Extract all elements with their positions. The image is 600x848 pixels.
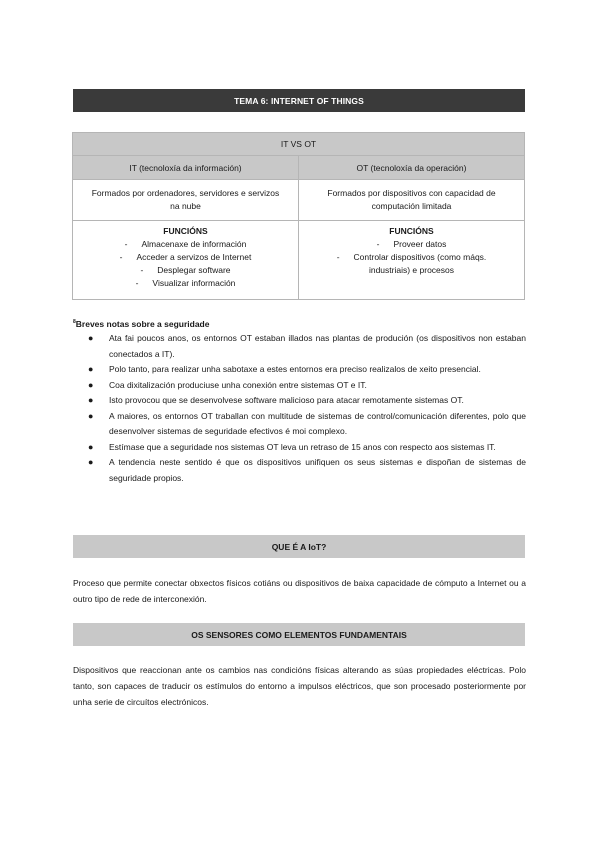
list-item: ● Coa dixitalización produciuse unha conexión entre sistemas OT e IT. [73,378,526,394]
ot-functions-title: FUNCIÓNS [389,226,434,236]
iot-definition: Proceso que permite conectar obxectos físicos cotiáns ou dispositivos de baixa capacidade de cómputo a Internet ou a outro tipo de rede de interconexión. [73,578,526,604]
ot-header: OT (tecnoloxía da operación) [299,156,525,180]
it-functions-list [73,238,298,290]
page-title: TEMA 6: INTERNET OF THINGS [73,89,525,112]
list-item: - Controlar dispositivos (como máqs. industriais) e procesos [329,251,494,277]
bullet-icon: ● [88,333,94,343]
security-notes [73,319,526,486]
list-item: ● Estímase que a seguridade nos sistemas OT leva un retraso de 15 anos con respecto aos sistemas IT. [73,440,526,456]
bullet-icon: ● [88,457,94,467]
sensors-definition: Dispositivos que reaccionan ante os cambios nas condicións físicas alterando as súas propiedades eléctricas. Polo tanto, son capaces de traducir os estímulos do entorno a impulsos eléctricos, que son procesado posteriormente por unha serie de circuítos electrónicos. [73,665,526,707]
ot-description: Formados por dispositivos con capacidad de computación limitada [299,180,525,221]
iot-section-heading: QUE É A IoT? [73,535,525,558]
list-item: ● A maiores, os entornos OT traballan con multitude de sistemas de control/comunicación diferentes, polo que desenvolver sistemas de seguridade efectivos é moi complexo. [88,410,526,436]
list-item: ● Ata fai poucos anos, os entornos OT estaban illados nas plantas de produción (os dispositivos non estaban conectados a IT). [88,333,526,359]
footnote-marker: 8 [73,319,76,325]
ot-functions-list [299,238,524,277]
list-item: - Almacenaxe de información [73,238,298,251]
notes-title: $^8$Breves notas sobre a seguridade [73,319,210,329]
it-vs-ot-table [72,132,525,300]
list-item: ● Isto provocou que se desenvolvese software malicioso para atacar remotamente sistemas OT. [73,393,526,409]
notes-list [73,331,526,486]
bullet-icon: ● [88,364,94,374]
bullet-icon: ● [88,441,94,452]
it-description: Formados por ordenadores, servidores e servizos na nube [73,180,299,221]
bullet-icon: ● [88,410,94,421]
it-header: IT (tecnoloxía da información) [73,156,299,180]
list-item: - Proveer datos [329,238,494,251]
it-functions-title: FUNCIÓNS [163,226,208,236]
sensors-section-heading: OS SENSORES COMO ELEMENTOS FUNDAMENTAIS [73,623,525,646]
list-item: - Acceder a servizos de Internet [73,251,298,264]
list-item: ● Polo tanto, para realizar unha sabotaxe a estes entornos era preciso realizalos de xeito presencial. [73,362,526,378]
table-heading: IT VS OT [73,133,525,156]
bullet-icon: ● [88,395,94,405]
list-item: - Visualizar información [73,277,298,290]
bullet-icon: ● [88,379,94,390]
list-item: - Desplegar software [73,264,298,277]
it-functions-cell [73,221,299,300]
ot-functions-cell [299,221,525,300]
list-item: ● A tendencia neste sentido é que os dispositivos unifiquen os seus sistemas e dispoñan de sistemas de seguridade propios. [88,457,526,483]
